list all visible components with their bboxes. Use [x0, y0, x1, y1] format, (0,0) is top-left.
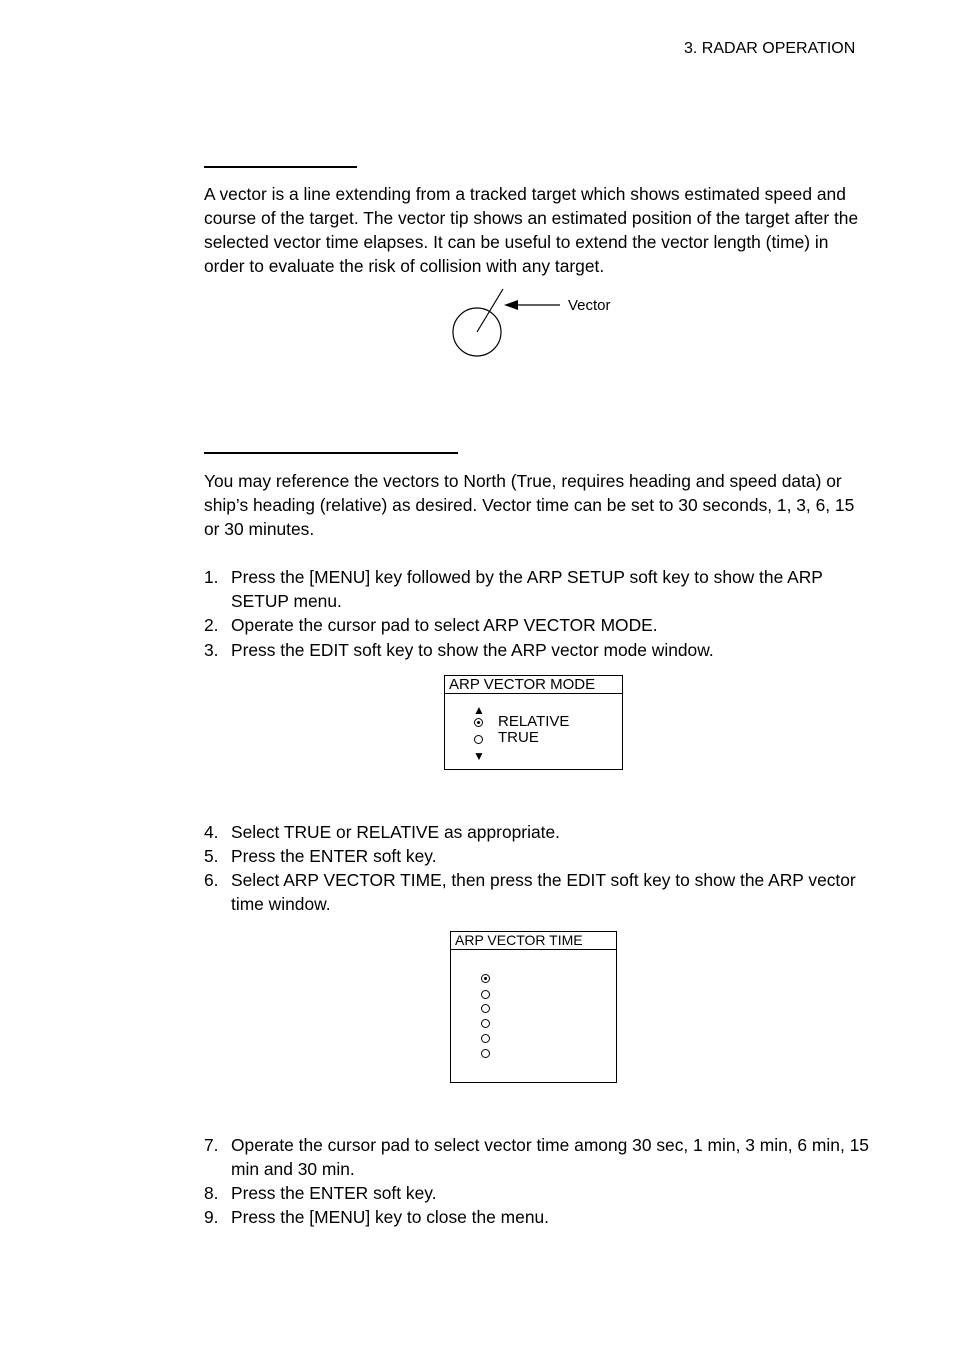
vector-label: Vector	[568, 297, 611, 314]
step-number: 4.	[204, 822, 219, 842]
list-item	[204, 638, 870, 662]
step-text: Operate the cursor pad to select vector time among 30 sec, 1 min, 3 min, 6 min, 15 min and 30 min.	[231, 1135, 869, 1179]
step-text: Press the ENTER soft key.	[231, 1183, 437, 1203]
section-heading-rule	[204, 166, 357, 168]
list-item	[204, 844, 870, 868]
steps-list-b	[204, 820, 870, 916]
option-label-relative: RELATIVE	[498, 713, 570, 730]
arp-vector-time-window	[450, 931, 617, 1083]
scroll-up-icon[interactable]: ▲	[473, 703, 485, 717]
step-number: 6.	[204, 870, 219, 890]
step-text: Select ARP VECTOR TIME, then press the EDIT soft key to show the ARP vector time window.	[231, 870, 856, 914]
running-header: 3. RADAR OPERATION	[684, 40, 856, 57]
radio-time-option[interactable]	[481, 974, 490, 983]
step-number: 5.	[204, 846, 219, 866]
list-item	[204, 1181, 870, 1205]
list-item	[204, 820, 870, 844]
option-label-true: TRUE	[498, 729, 539, 746]
radio-time-option[interactable]	[481, 1019, 490, 1028]
step-number: 2.	[204, 615, 219, 635]
vector-line	[477, 289, 503, 332]
step-text: Press the EDIT soft key to show the ARP vector mode window.	[231, 640, 714, 660]
step-text: Operate the cursor pad to select ARP VECTOR MODE.	[231, 615, 658, 635]
radio-time-option[interactable]	[481, 990, 490, 999]
step-number: 1.	[204, 567, 219, 587]
step-number: 7.	[204, 1135, 219, 1155]
step-number: 9.	[204, 1207, 219, 1227]
step-number: 3.	[204, 640, 219, 660]
steps-list-a	[204, 565, 870, 662]
radio-time-option[interactable]	[481, 1004, 490, 1013]
step-text: Press the [MENU] key followed by the ARP SETUP soft key to show the ARP SETUP menu.	[231, 567, 823, 611]
step-text: Press the [MENU] key to close the menu.	[231, 1207, 549, 1227]
list-item	[204, 613, 870, 637]
arp-vector-mode-window	[444, 675, 623, 770]
radio-time-option[interactable]	[481, 1049, 490, 1058]
list-item	[204, 868, 870, 916]
radio-relative[interactable]	[474, 718, 483, 727]
list-item	[204, 565, 870, 613]
window-title: ARP VECTOR TIME	[451, 932, 616, 950]
pointer-arrowhead	[504, 300, 518, 310]
list-item	[204, 1133, 870, 1181]
steps-list-c	[204, 1133, 870, 1229]
section-heading-rule	[204, 452, 458, 454]
intro-paragraph: A vector is a line extending from a tracked target which shows estimated speed and course of the target. The vector tip shows an estimated position of the target after the selected vector time elapses. It can be useful to extend the vector length (time) in order to evaluate the risk of collision with any target.	[204, 184, 859, 276]
step-text: Press the ENTER soft key.	[231, 846, 437, 866]
vector-illustration	[440, 284, 640, 364]
radio-true[interactable]	[474, 735, 483, 744]
step-text: Select TRUE or RELATIVE as appropriate.	[231, 822, 560, 842]
step-number: 8.	[204, 1183, 219, 1203]
mode-paragraph: You may reference the vectors to North (True, requires heading and speed data) or ship’s heading (relative) as desired. Vector time can be set to 30 seconds, 1, 3, 6, 15 or 30 minutes.	[204, 471, 855, 539]
radio-time-option[interactable]	[481, 1034, 490, 1043]
window-title: ARP VECTOR MODE	[445, 676, 622, 694]
list-item	[204, 1205, 870, 1229]
scroll-down-icon[interactable]: ▼	[473, 749, 485, 763]
